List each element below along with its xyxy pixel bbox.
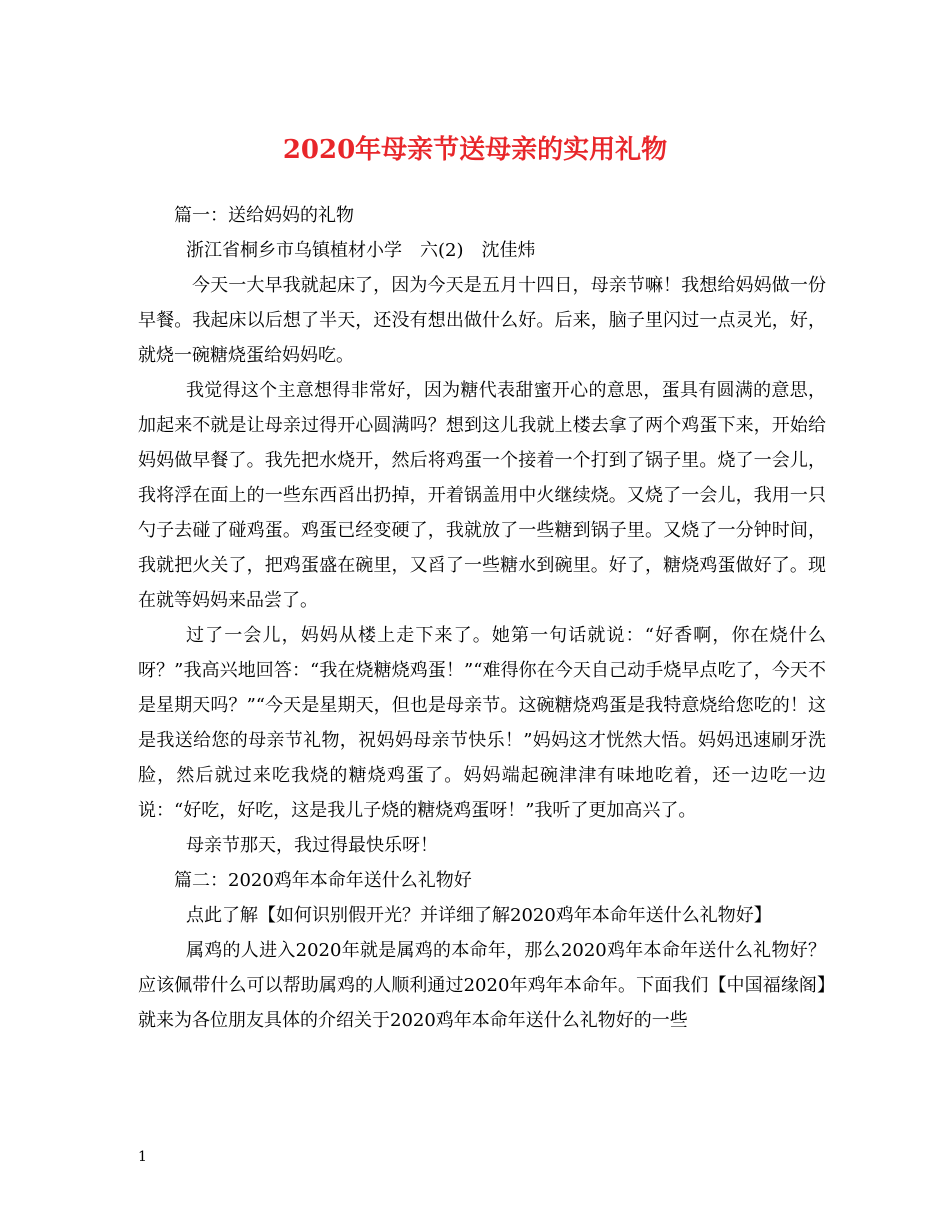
paragraph: 过了一会儿，妈妈从楼上走下来了。她第一句话就说：“好香啊，你在烧什么呀？”我高兴地回答：“我在烧糖烧鸡蛋！”“难得你在今天自己动手烧早点吃了，今天不是星期天吗？”“今天是星期天，但也是母亲节。这碗糖烧鸡蛋是我特意烧给您吃的！这是我送给您的母亲节礼物，祝妈妈母亲节快乐！”妈妈这才恍然大悟。妈妈迅速刷牙洗脸，然后就过来吃我烧的糖烧鸡蛋了。妈妈端起碗津津有味地吃着，还一边吃一边说：“好吃，好吃，这是我儿子烧的糖烧鸡蛋呀！”我听了更加高兴了。 xyxy=(138,625,826,821)
section-heading-2: 篇二：2020鸡年本命年送什么礼物好 xyxy=(174,870,472,891)
document-title: 2020年母亲节送母亲的实用礼物 xyxy=(282,135,668,165)
paragraph: 母亲节那天，我过得最快乐呀！ xyxy=(186,835,438,856)
author-line: 浙江省桐乡市乌镇植材小学 六(2) 沈佳炜 xyxy=(186,240,536,261)
paragraph: 我觉得这个主意想得非常好，因为糖代表甜蜜开心的意思，蛋具有圆满的意思，加起来不就是让母亲过得开心圆满吗？想到这儿我就上楼去拿了两个鸡蛋下来，开始给妈妈做早餐了。我先把水烧开，然后将鸡蛋一个接着一个打到了锅子里。烧了一会儿，我将浮在面上的一些东西舀出扔掉，开着锅盖用中火继续烧。又烧了一会儿，我用一只勺子去碰了碰鸡蛋。鸡蛋已经变硬了，我就放了一些糖到锅子里。又烧了一分钟时间，我就把火关了，把鸡蛋盛在碗里，又舀了一些糖水到碗里。好了，糖烧鸡蛋做好了。现在就等妈妈来品尝了。 xyxy=(138,380,826,611)
section-heading-1: 篇一：送给妈妈的礼物 xyxy=(174,205,354,226)
paragraph: 点此了解【如何识别假开光？并详细了解2020鸡年本命年送什么礼物好】 xyxy=(186,905,772,926)
page-number: 1 xyxy=(138,1149,147,1165)
paragraph: 今天一大早我就起床了，因为今天是五月十四日，母亲节嘛！我想给妈妈做一份早餐。我起床以后想了半天，还没有想出做什么好。后来，脑子里闪过一点灵光，好，就烧一碗糖烧蛋给妈妈吃。 xyxy=(138,275,826,366)
document-body xyxy=(138,198,826,1038)
paragraph: 属鸡的人进入2020年就是属鸡的本命年，那么2020鸡年本命年送什么礼物好？ 应该佩带什么可以帮助属鸡的人顺利通过2020年鸡年本命年。下面我们【中国福缘阁】就来为各位朋友具体的介绍关于2020鸡年本命年送什么礼物好的一些 xyxy=(138,940,826,1031)
